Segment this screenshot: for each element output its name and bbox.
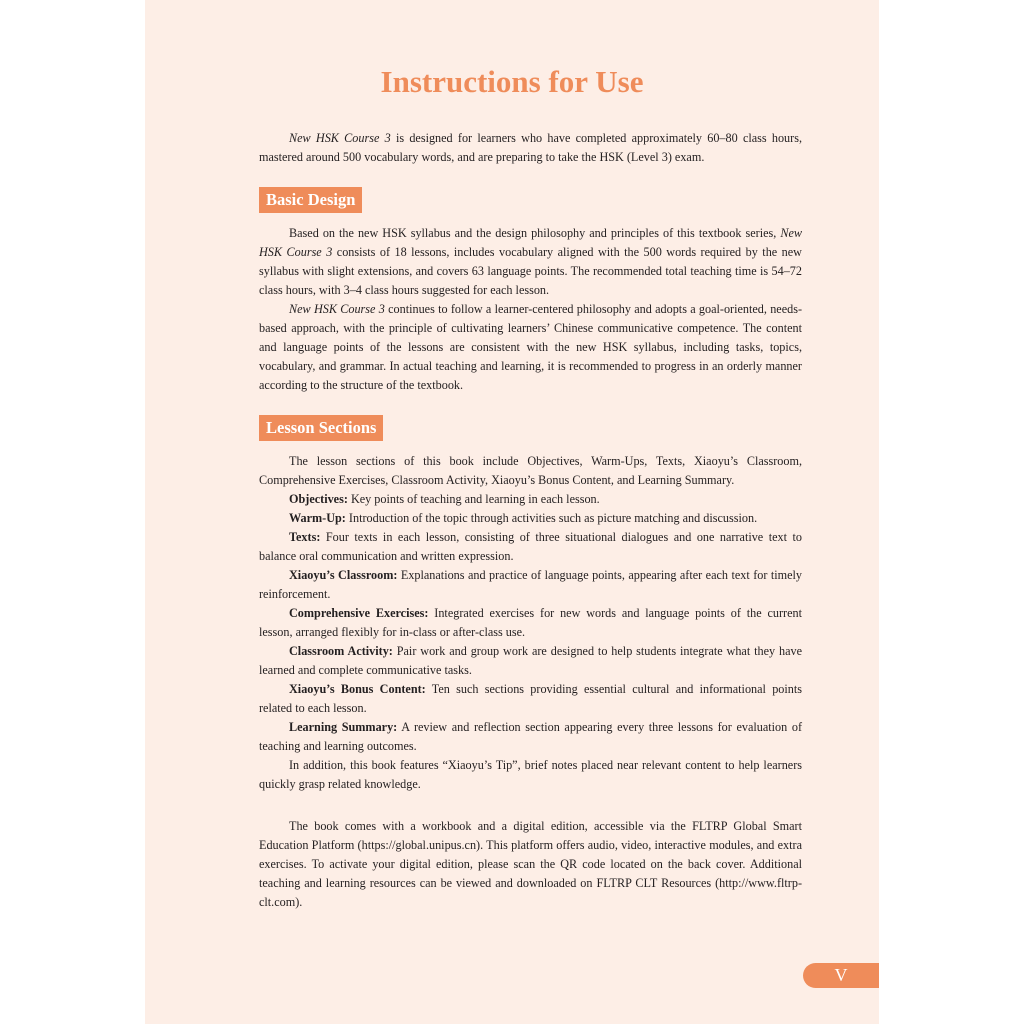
lesson-section-description: Introduction of the topic through activities such as picture matching and discussion. [345, 511, 758, 525]
lesson-section-description: Explanations and practice of language points, appearing after each text for timely reinforcement. [259, 568, 802, 601]
book-title: New HSK Course 3 [289, 131, 391, 145]
lesson-section-term: Xiaoyu’s Bonus Content: [289, 682, 426, 696]
lesson-section-term: Texts: [289, 530, 321, 544]
lesson-section-term: Comprehensive Exercises: [289, 606, 429, 620]
lesson-section-description: Key points of teaching and learning in each lesson. [347, 492, 600, 506]
lesson-section-description: A review and reflection section appearing every three lessons for evaluation of teaching and learning outcomes. [259, 720, 803, 753]
basic-design-section [259, 224, 802, 395]
lesson-section-item [259, 566, 802, 604]
lesson-section-term: Objectives: [289, 492, 348, 506]
lesson-section-item [259, 528, 802, 566]
lesson-section-item [259, 490, 802, 509]
lesson-section-description: Four texts in each lesson, consisting of three situational dialogues and one narrative text to balance oral communication and written expression. [259, 530, 802, 563]
lesson-section-term: Xiaoyu’s Classroom: [289, 568, 398, 582]
lesson-section-item [259, 509, 802, 528]
outro-paragraph: The book comes with a workbook and a digital edition, accessible via the FLTRP Global Smart Education Platform (https://global.unipus.cn). This platform offers audio, video, interactive modules, and extra exercises. To activate your digital edition, please scan the QR code located on the back cover. Additional teaching and learning resources can be viewed and downloaded on FLTRP CLT Resources (http://www.fltrp-clt.com). [259, 819, 802, 909]
page-title: Instructions for Use [380, 64, 644, 99]
lesson-sections-addition: In addition, this book features “Xiaoyu’s Tip”, brief notes placed near relevant content to help learners quickly grasp related knowledge. [259, 758, 802, 791]
section-heading-basic-design: Basic Design [259, 187, 362, 213]
page-number: V [803, 963, 879, 988]
lesson-sections-intro: The lesson sections of this book include Objectives, Warm-Ups, Texts, Xiaoyu’s Classroom, Comprehensive Exercises, Classroom Activity, Xiaoyu’s Bonus Content, and Learning Summary. [259, 454, 802, 487]
lesson-section-term: Learning Summary: [289, 720, 398, 734]
lesson-section-term: Warm-Up: [289, 511, 346, 525]
lesson-section-description: Ten such sections providing essential cultural and informational points related to each lesson. [259, 682, 803, 715]
book-title: New HSK Course 3 [259, 226, 802, 259]
basic-design-paragraph-1: Based on the new HSK syllabus and the design philosophy and principles of this textbook series, New HSK Course 3 consists of 18 lessons, includes vocabulary aligned with the 500 words required by the new syllabus with slight extensions, and covers 63 language points. The recommended total teaching time is 54–72 class hours, with 3–4 class hours suggested for each lesson. [259, 226, 802, 297]
lesson-items-list [259, 490, 802, 756]
book-title: New HSK Course 3 [289, 302, 385, 316]
lesson-sections-section [259, 452, 802, 794]
book-page [145, 0, 879, 1024]
basic-design-paragraph-2: New HSK Course 3 continues to follow a learner-centered philosophy and adopts a goal-oriented, needs-based approach, with the principle of cultivating learners’ Chinese communicative competence. The content and language points of the lessons are consistent with the new HSK syllabus, including tasks, topics, vocabulary, and grammar. In actual teaching and learning, it is recommended to progress in an orderly manner according to the structure of the textbook. [259, 302, 802, 392]
lesson-section-item [259, 642, 802, 680]
intro-paragraph [259, 129, 802, 167]
lesson-section-item [259, 680, 802, 718]
intro-text: is designed for learners who have completed approximately 60–80 class hours, mastered around 500 vocabulary words, and are preparing to take the HSK (Level 3) exam. [259, 131, 803, 164]
lesson-section-description: Integrated exercises for new words and language points of the current lesson, arranged flexibly for in-class or after-class use. [259, 606, 802, 639]
lesson-section-description: Pair work and group work are designed to help students integrate what they have learned and complete communicative tasks. [259, 644, 802, 677]
section-heading-lesson-sections: Lesson Sections [259, 415, 383, 441]
lesson-section-item [259, 604, 802, 642]
lesson-section-term: Classroom Activity: [289, 644, 393, 658]
lesson-section-item [259, 718, 802, 756]
